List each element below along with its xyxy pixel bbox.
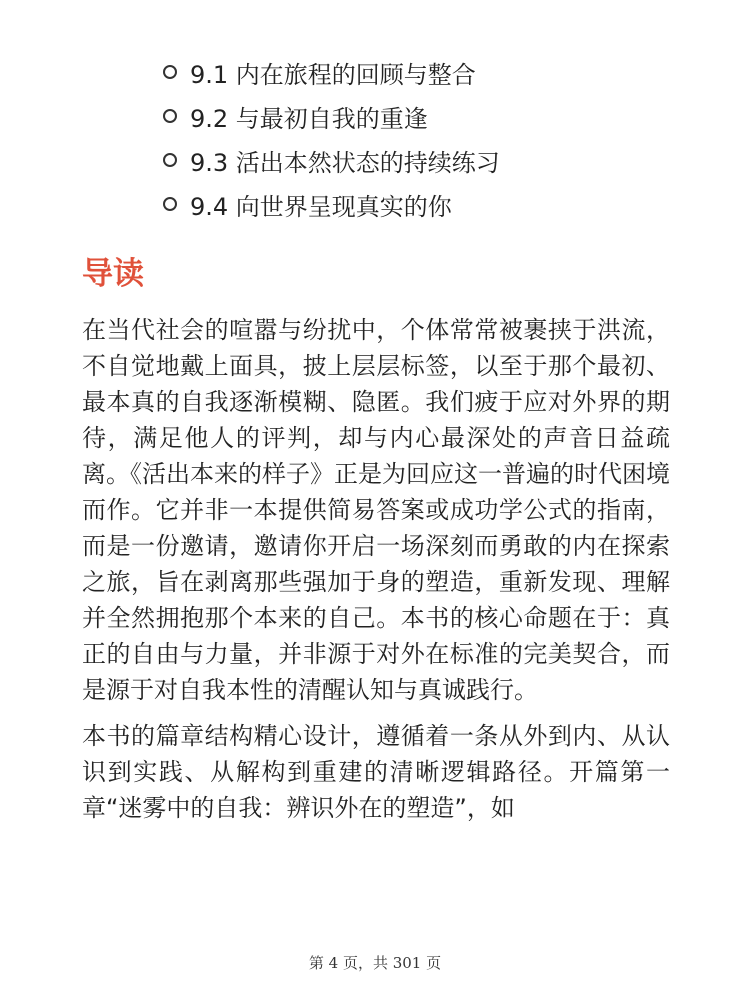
toc-item xyxy=(163,50,500,94)
table-of-contents xyxy=(163,50,500,226)
toc-item xyxy=(163,182,500,226)
toc-item-label: 9.2 与最初自我的重逢 xyxy=(190,104,428,133)
toc-item xyxy=(163,138,500,182)
section-heading: 导读 xyxy=(82,256,144,292)
toc-item-label: 9.3 活出本然状态的持续练习 xyxy=(190,148,500,177)
body-paragraph: 本书的篇章结构精心设计，遵循着一条从外到内、从认识到实践、从解构到重建的清晰逻辑路径。开篇第一章“迷雾中的自我：辨识外在的塑造”，如 xyxy=(82,722,670,822)
hollow-circle-bullet-icon xyxy=(163,153,177,167)
page-number-footer: 第 4 页，共 301 页 xyxy=(308,954,442,972)
toc-item xyxy=(163,94,500,138)
toc-item-label: 9.1 内在旅程的回顾与整合 xyxy=(190,60,476,89)
hollow-circle-bullet-icon xyxy=(163,65,177,79)
body-paragraph: 在当代社会的喧嚣与纷扰中，个体常常被裹挟于洪流，不自觉地戴上面具，披上层层标签，以至于那个最初、最本真的自我逐渐模糊、隐匿。我们疲于应对外界的期待，满足他人的评判，却与内心最深处的声音日益疏离。《活出本来的样子》正是为回应这一普遍的时代困境而作。它并非一本提供简易答案或成功学公式的指南，而是一份邀请，邀请你开启一场深刻而勇敢的内在探索之旅，旨在剥离那些强加于身的塑造，重新发现、理解并全然拥抱那个本来的自己。本书的核心命题在于：真正的自由与力量，并非源于对外在标准的完美契合，而是源于对自我本性的清醒认知与真诚践行。 xyxy=(82,316,670,704)
toc-item-label: 9.4 向世界呈现真实的你 xyxy=(190,192,452,221)
section-body xyxy=(82,312,670,836)
hollow-circle-bullet-icon xyxy=(163,197,177,211)
hollow-circle-bullet-icon xyxy=(163,109,177,123)
